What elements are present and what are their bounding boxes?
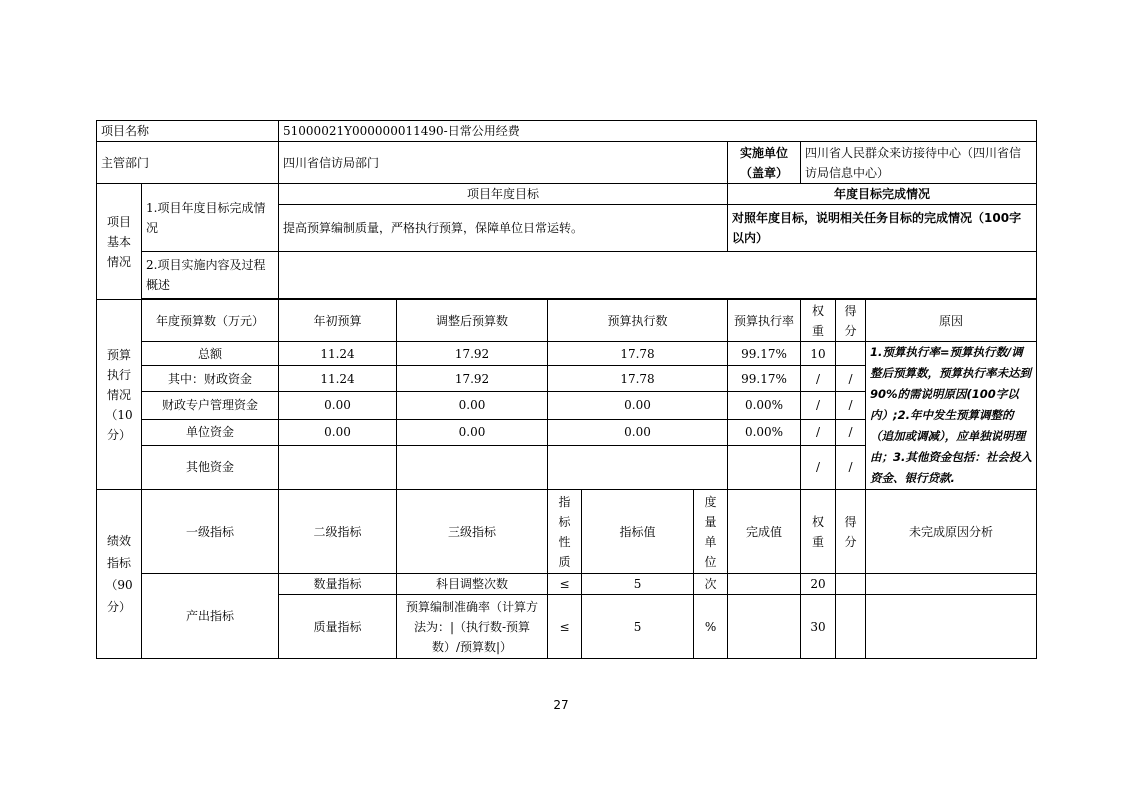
budget-header-category: 年度预算数（万元） [142,300,279,342]
perf-header-level1: 一级指标 [142,490,279,574]
budget-row: 总额 11.24 17.92 17.78 99.17% 10 1.预算执行率=预算执行数/调整后预算数，预算执行率未达到90%的需说明原因(100字以内）;2.年中发生预算调整的（追加或调减），应单独说明理由；3.其他资金包括：社会投入资金、银行贷款. [97,342,1037,366]
budget-header-adjusted: 调整后预算数 [397,300,548,342]
impl-unit-label-line2: （盖章） [740,165,789,180]
perf-header-weight: 权 重 [801,490,836,574]
perf-header-score: 得 分 [836,490,866,574]
output-indicator-label: 产出指标 [142,574,279,659]
perf-header-value: 指标值 [582,490,694,574]
budget-header-rate: 预算执行率 [728,300,801,342]
budget-row: 其他资金 / / [97,445,1037,489]
performance-self-evaluation-table [96,120,1037,659]
dept-value: 四川省信访局部门 [279,142,728,184]
budget-row: 财政专户管理资金 0.00 0.00 0.00 0.00% / / [97,392,1037,419]
perf-row: 产出指标 数量指标 科目调整次数 ≤ 5 次 20 [97,574,1037,595]
impl-unit-value: 四川省人民群众来访接待中心（四川省信访局信息中心） [801,142,1037,184]
budget-reason-note: 1.预算执行率=预算执行数/调整后预算数，预算执行率未达到90%的需说明原因(100字以内）;2.年中发生预算调整的（追加或调减），应单独说明理由；3.其他资金包括：社会投入资金、银行贷款. [866,342,1037,490]
budget-row: 其中：财政资金 11.24 17.92 17.78 99.17% / / [97,366,1037,392]
perf-header-analysis: 未完成原因分析 [866,490,1037,574]
perf-header-level2: 二级指标 [279,490,397,574]
budget-header-score: 得 分 [836,300,866,342]
page-number: 27 [553,698,569,712]
situation-section-label: 项目 基本 情况 [97,184,142,300]
dept-label: 主管部门 [97,142,279,184]
impl-unit-label [728,142,801,184]
perf-row: 质量指标 预算编制准确率（计算方法为：|（执行数-预算数）/预算数|） ≤ 5 % 30 [97,595,1037,659]
situation-row2-content [279,252,1037,299]
done-header: 年度目标完成情况 [728,184,1037,205]
situation-row1-label: 1.项目年度目标完成情况 [142,184,279,252]
budget-row: 单位资金 0.00 0.00 0.00 0.00% / / [97,419,1037,445]
perf-header-completion: 完成值 [728,490,801,574]
perf-header-unit: 度 量 单 位 [694,490,728,574]
perf-header-level3: 三级指标 [397,490,548,574]
performance-section-label: 绩效 指标 （90 分） [97,490,142,659]
goal-text: 提高预算编制质量，严格执行预算，保障单位日常运转。 [279,205,728,252]
situation-row2-label: 2.项目实施内容及过程概述 [142,252,279,299]
project-name-label: 项目名称 [97,121,279,142]
done-text: 对照年度目标，说明相关任务目标的完成情况（100字以内） [728,205,1037,252]
project-name-value: 51000021Y000000011490-日常公用经费 [279,121,1037,142]
goal-header: 项目年度目标 [279,184,728,205]
impl-unit-label-line1: 实施单位 [740,145,789,160]
budget-header-weight: 权 重 [801,300,836,342]
budget-section-label: 预算 执行 情况 （10 分） [97,300,142,490]
budget-header-executed: 预算执行数 [548,300,728,342]
perf-header-nature: 指 标 性 质 [548,490,582,574]
budget-header-initial: 年初预算 [279,300,397,342]
budget-header-reason: 原因 [866,300,1037,342]
